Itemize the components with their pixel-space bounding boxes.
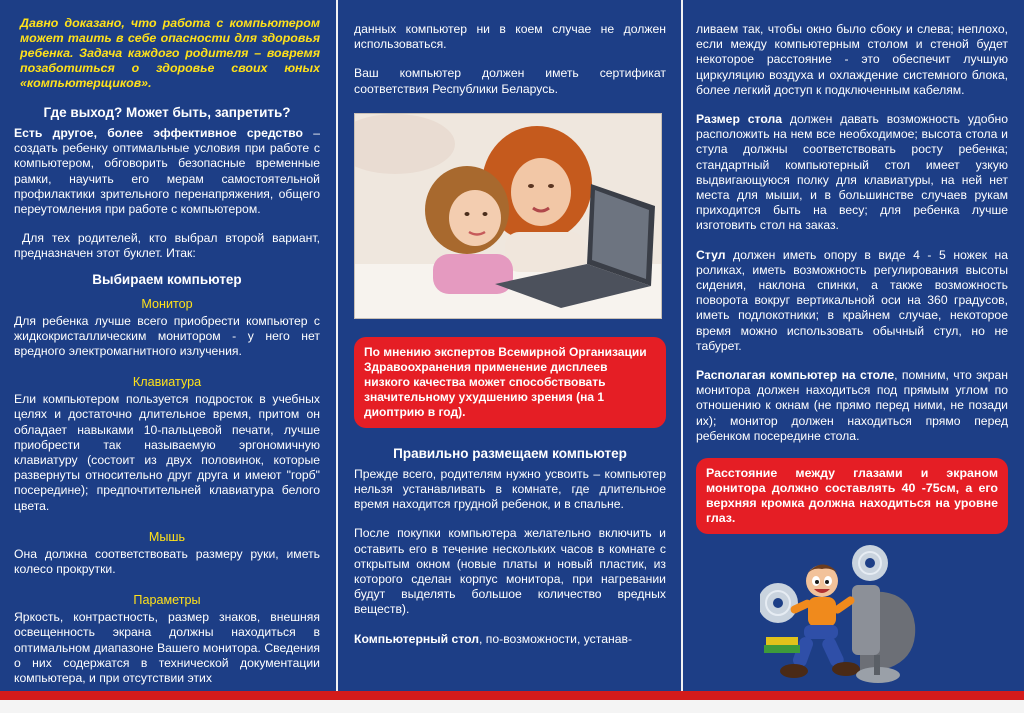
paragraph-text: , по-возможности, устанав- xyxy=(479,631,633,646)
bold-lead: Компьютерный стол xyxy=(354,631,480,646)
column-2 xyxy=(354,0,666,691)
paragraph-keyboard: Ели компьютером пользуется подросток в учебных целях и достаточно длительное время, притом он обладает навыками 10-пальцевой печати, лучше приобрести так называемую эргономичную клавиатуру (состоит из двух половинок, которые развернуты относительно друг друга и имеют "горб" посередине); предпочтительней клавиатура белого цвета. xyxy=(14,392,320,513)
paragraph-monitor: Для ребенка лучше всего приобрести компьютер с жидкокристаллическим монитором - у него нет вредного электромагнитного излучения. xyxy=(14,313,320,359)
paragraph-alternative xyxy=(14,126,320,217)
alert-distance-text: Расстояние между глазами и экраном монитора должно составлять 40 -75см, а его верхняя кромка должна находиться на уровне глаз. xyxy=(706,466,998,526)
alert-distance xyxy=(696,458,1008,534)
heading-placement: Правильно размещаем компьютер xyxy=(393,445,627,461)
photo-illustration xyxy=(355,114,661,318)
paragraph-text: должен иметь опору в виде 4 - 5 ножек на роликах, иметь возможность регулирования высоты сидения, наклона спинки, а также возможность поворота вокруг вертикальной оси на 360 градусов, иметь подлокотники; в крайнем случае, некоторое время можно использовать обычный стул, но не табурет. xyxy=(696,247,1008,353)
paragraph-certificate: Ваш компьютер должен иметь сертификат соответствия Республики Беларусь. xyxy=(354,66,666,96)
paragraph-text: должен давать возможность удобно расположить на нем все необходимое; высота стола и стула должны соответствовать росту ребенка; стандартный компьютерный стол имеет узкую выдвигающуюся полку для клавиатуры, на ней нет места для мыши, и в большинстве случаев рукам приходится быть на весу; для ребенка лучше изготовить стол на заказ. xyxy=(696,112,1008,233)
bold-lead: Стул xyxy=(696,247,726,262)
heading-choose-computer: Выбираем компьютер xyxy=(92,271,242,287)
bold-lead: Располагая компьютер на столе xyxy=(696,368,895,383)
alert-who-text: По мнению экспертов Всемирной Организации Здравоохранения применение дисплеев низкого качества может способствовать значительному ухудшению зрения (на 1 диоптрию в год). xyxy=(364,344,647,419)
paragraph-desk-continued: ливаем так, чтобы окно было сбоку и слева; неплохо, если между компьютерным столом и стеной будет некоторое расстояние - это обеспечит лучшую циркуляцию воздуха и охлаждение системного блока, более легкий доступ к подключенным кабелям. xyxy=(696,22,1008,97)
bold-lead: Есть другое, более эффективное средство xyxy=(14,126,303,140)
heading-exit: Где выход? Может быть, запретить? xyxy=(43,105,291,120)
paragraph-text: , помним, что экран монитора должен находиться под прямым углом по отношению к окнам (не прямо перед ними, не позади их); монитор должен находиться прямо перед ребенком посередине стола. xyxy=(696,368,1008,443)
mascot-boy-computer-illustration xyxy=(760,545,920,685)
intro-text: Давно доказано, что работа с компьютером может таить в себе опасности для здоровья ребенка. Задача каждого родителя – вовремя позаботиться о здоровье своих юных «компьютерщиков». xyxy=(20,16,320,90)
paragraph-booklet: Для тех родителей, кто выбрал второй вариант, предназначен этот буклет. Итак: xyxy=(14,231,320,261)
paragraph-position xyxy=(696,368,1008,444)
paragraph-placement-2: После покупки компьютера желательно включить и оставить его в течение нескольких часов в комнате с открытым окном (новые платы и новый пластик, из которого сделан корпус монитора, при нагревании будут выделять большое количество вредных веществ). xyxy=(354,526,666,617)
heading-monitor: Монитор xyxy=(141,296,193,311)
column-divider xyxy=(681,0,683,691)
bold-lead: Размер стола xyxy=(696,112,783,127)
alert-who xyxy=(354,337,666,428)
column-1 xyxy=(14,0,320,691)
paragraph-chair xyxy=(696,248,1008,354)
heading-keyboard: Клавиатура xyxy=(132,375,202,390)
paragraph-continued: данных компьютер ни в коем случае не должен использоваться. xyxy=(354,22,666,52)
paragraph-params: Яркость, контрастность, размер знаков, внешняя освещенность экрана должны находиться в оптимальном диапазоне Вашего монитора. Сведения о них содержатся в технической документации компьютера, и при отсутствии этих xyxy=(14,610,320,686)
paragraph-placement-1: Прежде всего, родителям нужно усвоить – компьютер нельзя устанавливать в комнате, где длительное время находится грудной ребенок, и в спальне. xyxy=(354,466,666,512)
paragraph-text: – создать ребенку оптимальные условия при работе с компьютером, обговорить безопасные временные рамки, научить его мерам самостоятельной профилактики зрительного перенапряжения, общего переутомления при работе с компьютером. xyxy=(14,126,320,217)
heading-mouse: Мышь xyxy=(148,529,186,544)
paragraph-desk-size xyxy=(696,112,1008,234)
bottom-stripe xyxy=(0,691,1024,713)
paragraph-desk xyxy=(354,632,666,647)
photo-mother-daughter-laptop xyxy=(354,113,662,319)
heading-params: Параметры xyxy=(133,593,201,608)
column-divider xyxy=(336,0,338,691)
paragraph-mouse: Она должна соответствовать размеру руки, иметь колесо прокрутки. xyxy=(14,546,320,577)
